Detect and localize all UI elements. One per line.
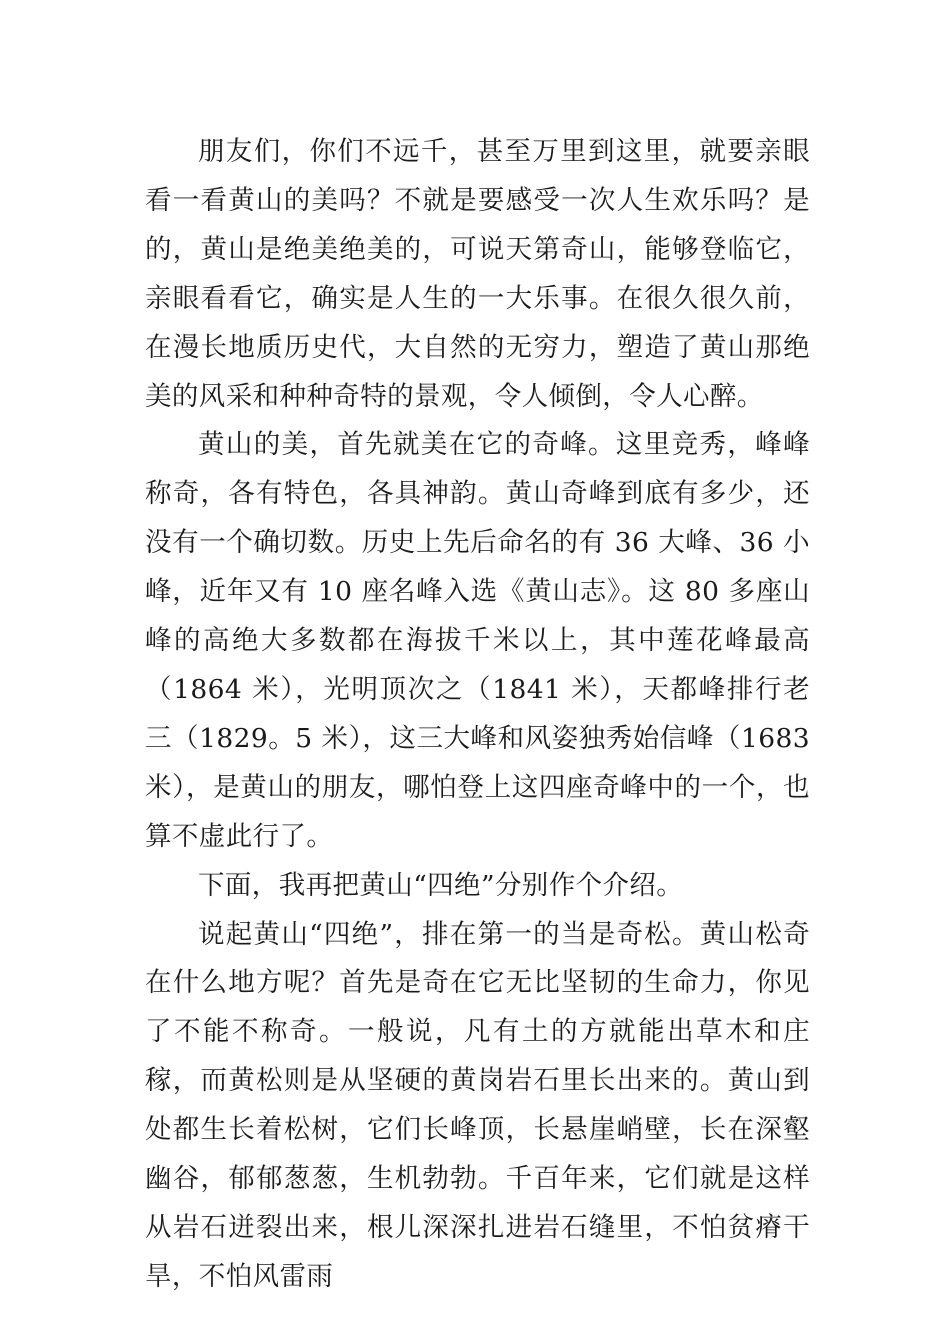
paragraph-four-wonders: 下面，我再把黄山“四绝”分别作个介绍。 (198, 869, 684, 901)
paragraph-peaks: 黄山的美，首先就美在它的奇峰。这里竞秀，峰峰称奇，各有特色，各具神韵。黄山奇峰到底有多少，还没有一个确切数。历史上先后命名的有 36 大峰、36 小峰，近年又有 10 座名峰入选《黄山志》。这 80 多座山峰的高绝大多数都在海拔千米以上，其中莲花峰最高（1864 米），光明顶次之（1841 米），天都峰排行老三（1829。5 米），这三大峰和风姿独秀始信峰（1683 米），是黄山的朋友，哪怕登上这四座奇峰中的一个，也算不虚此行了。 (145, 429, 810, 852)
paragraph-pines: 说起黄山“四绝”，排在第一的当是奇松。黄山松奇在什么地方呢？首先是奇在它无比坚韧的生命力，你见了不能不称奇。一般说，凡有土的方就能出草木和庄稼，而黄松则是从坚硬的黄岗岩石里长出来的。黄山到处都生长着松树，它们长峰顶，长悬崖峭壁，长在深壑幽谷，郁郁葱葱，生机勃勃。千百年来，它们就是这样从岩石迸裂出来，根儿深深扎进岩石缝里，不怕贫瘠干旱，不怕风雷雨 (145, 918, 810, 1292)
paragraph-intro: 朋友们，你们不远千，甚至万里到这里，就要亲眼看一看黄山的美吗？不就是要感受一次人生欢乐吗？是的，黄山是绝美绝美的，可说天第奇山，能够登临它，亲眼看看它，确实是人生的一大乐事。在很久很久前，在漫长地质历史代，大自然的无穷力，塑造了黄山那绝美的风采和种种奇特的景观，令人倾倒，令人心醉。 (145, 136, 810, 412)
body-text (145, 128, 810, 1302)
